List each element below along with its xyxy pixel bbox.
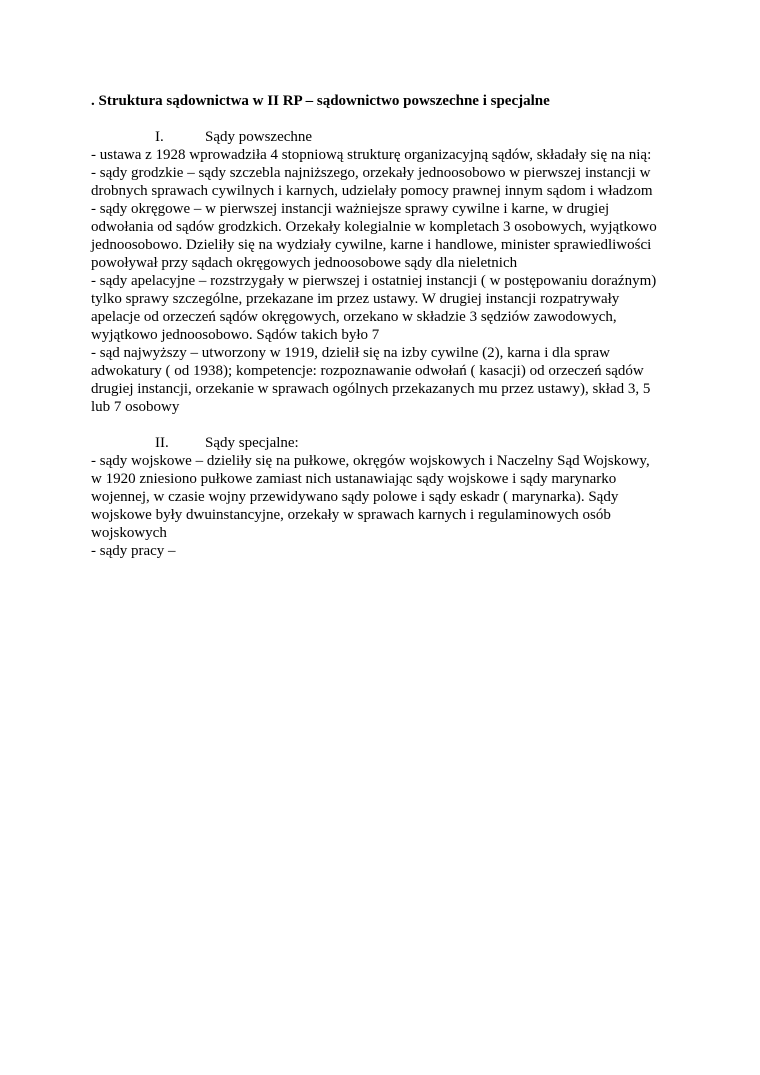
text-line: jednoosobowo. Dzieliły się na wydziały cywilne, karne i handlowe, minister sprawiedliwości xyxy=(91,237,652,253)
sections-container xyxy=(91,128,720,560)
section-body xyxy=(91,452,720,560)
text-line: odwołania od sądów grodzkich. Orzekały kolegialnie w kompletach 3 osobowych, wyjątkowo xyxy=(91,219,657,235)
document-section xyxy=(91,434,720,560)
section-heading-text: Sądy powszechne xyxy=(205,129,313,145)
text-line: adwokatury ( od 1938); kompetencje: rozpoznawanie odwołań ( kasacji) od orzeczeń sądów xyxy=(91,363,644,379)
text-line: - ustawa z 1928 wprowadziła 4 stopniową strukturę organizacyjną sądów, składały się na nią: xyxy=(91,147,652,163)
text-line: - sąd najwyższy – utworzony w 1919, dzielił się na izby cywilne (2), karna i dla spraw xyxy=(91,345,611,361)
text-line: lub 7 osobowy xyxy=(91,399,180,415)
text-line: drobnych sprawach cywilnych i karnych, udzielały pomocy prawnej innym sądom i władzom xyxy=(91,183,653,199)
text-line: - sądy apelacyjne – rozstrzygały w pierwszej i ostatniej instancji ( w postępowaniu doraźnym) xyxy=(91,273,657,289)
text-line: drugiej instancji, orzekanie w sprawach ogólnych przekazanych mu przez ustawy), skład 3, 5 xyxy=(91,381,651,397)
text-line: wojennej, w czasie wojny przewidywano sądy polowe i sądy eskadr ( marynarka). Sądy xyxy=(91,489,619,505)
text-line: wyjątkowo jednoosobowo. Sądów takich było 7 xyxy=(91,327,380,343)
section-heading-text: Sądy specjalne: xyxy=(205,435,299,451)
text-line: - sądy okręgowe – w pierwszej instancji ważniejsze sprawy cywilne i karne, w drugiej xyxy=(91,201,610,217)
section-body xyxy=(91,146,720,416)
section-heading xyxy=(91,434,720,452)
text-line: - sądy grodzkie – sądy szczebla najniższego, orzekały jednoosobowo w pierwszej instancji w xyxy=(91,165,651,181)
document-title: . Struktura sądownictwa w II RP – sądownictwo powszechne i specjalne xyxy=(91,93,550,109)
text-line: w 1920 zniesiono pułkowe zamiast nich ustanawiając sądy wojskowe i sądy marynarko xyxy=(91,471,617,487)
section-numeral: II. xyxy=(155,435,169,451)
text-line: powoływał przy sądach okręgowych jednoosobowe sądy dla nieletnich xyxy=(91,255,518,271)
text-line: wojskowych xyxy=(91,525,167,541)
text-line: - sądy pracy – xyxy=(91,543,176,559)
document-content xyxy=(91,92,720,560)
text-line: apelacje od orzeczeń sądów okręgowych, orzekano w składzie 3 sędziów zawodowych, xyxy=(91,309,617,325)
section-heading xyxy=(91,128,720,146)
text-line: - sądy wojskowe – dzieliły się na pułkowe, okręgów wojskowych i Naczelny Sąd Wojskowy, xyxy=(91,453,650,469)
document-section xyxy=(91,128,720,416)
text-line: tylko sprawy szczególne, przekazane im przez ustawy. W drugiej instancji rozpatrywały xyxy=(91,291,620,307)
section-numeral: I. xyxy=(155,129,164,145)
text-line: wojskowe były dwuinstancyjne, orzekały w sprawach karnych i regulaminowych osób xyxy=(91,507,611,523)
